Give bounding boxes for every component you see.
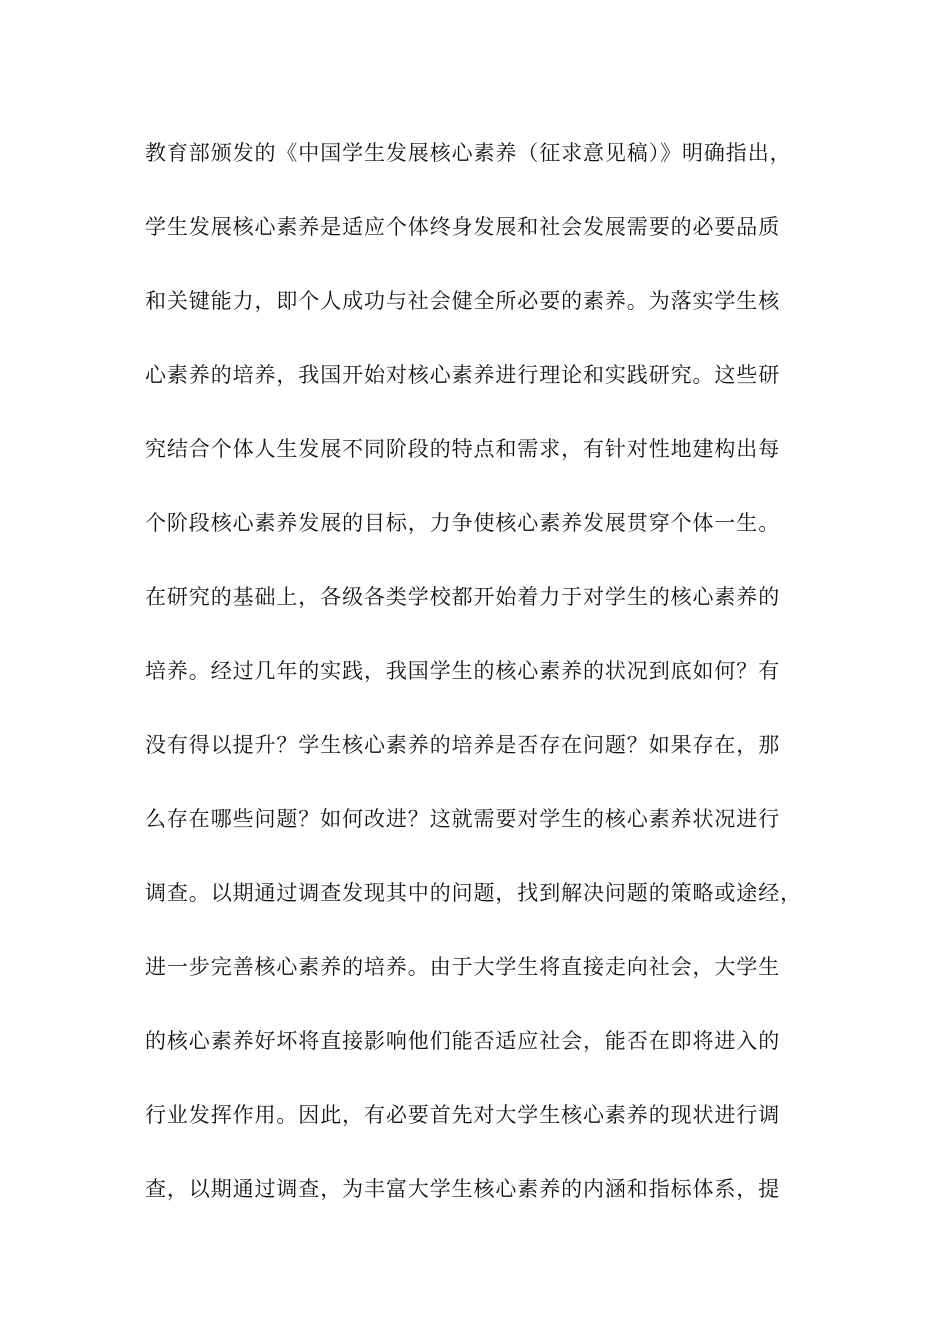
text-line: 的核心素养好坏将直接影响他们能否适应社会，能否在即将进入的 <box>145 1029 781 1053</box>
text-line: 和关键能力，即个人成功与社会健全所必要的素养。为落实学生核 <box>145 289 781 313</box>
text-line: 进一步完善核心素养的培养。由于大学生将直接走向社会，大学生 <box>145 955 781 979</box>
text-line: 个阶段核心素养发展的目标，力争使核心素养发展贯穿个体一生。 <box>145 511 781 535</box>
text-line: 学生发展核心素养是适应个体终身发展和社会发展需要的必要品质 <box>145 215 781 239</box>
text-line: 心素养的培养，我国开始对核心素养进行理论和实践研究。这些研 <box>145 363 781 387</box>
text-line: 没有得以提升？学生核心素养的培养是否存在问题？如果存在，那 <box>145 733 781 757</box>
text-line: 培养。经过几年的实践，我国学生的核心素养的状况到底如何？有 <box>145 659 781 683</box>
text-line: 么存在哪些问题？如何改进？这就需要对学生的核心素养状况进行 <box>145 807 781 831</box>
text-line: 行业发挥作用。因此，有必要首先对大学生核心素养的现状进行调 <box>145 1103 781 1127</box>
text-line: 在研究的基础上，各级各类学校都开始着力于对学生的核心素养的 <box>145 585 781 609</box>
text-line: 调查。以期通过调查发现其中的问题，找到解决问题的策略或途经， <box>145 881 802 905</box>
text-line: 究结合个体人生发展不同阶段的特点和需求，有针对性地建构出每 <box>145 437 781 461</box>
text-line: 教育部颁发的《中国学生发展核心素养（征求意见稿）》明确指出， <box>145 141 792 165</box>
body-text <box>145 131 805 1241</box>
text-line: 查，以期通过调查，为丰富大学生核心素养的内涵和指标体系，提 <box>145 1177 781 1201</box>
